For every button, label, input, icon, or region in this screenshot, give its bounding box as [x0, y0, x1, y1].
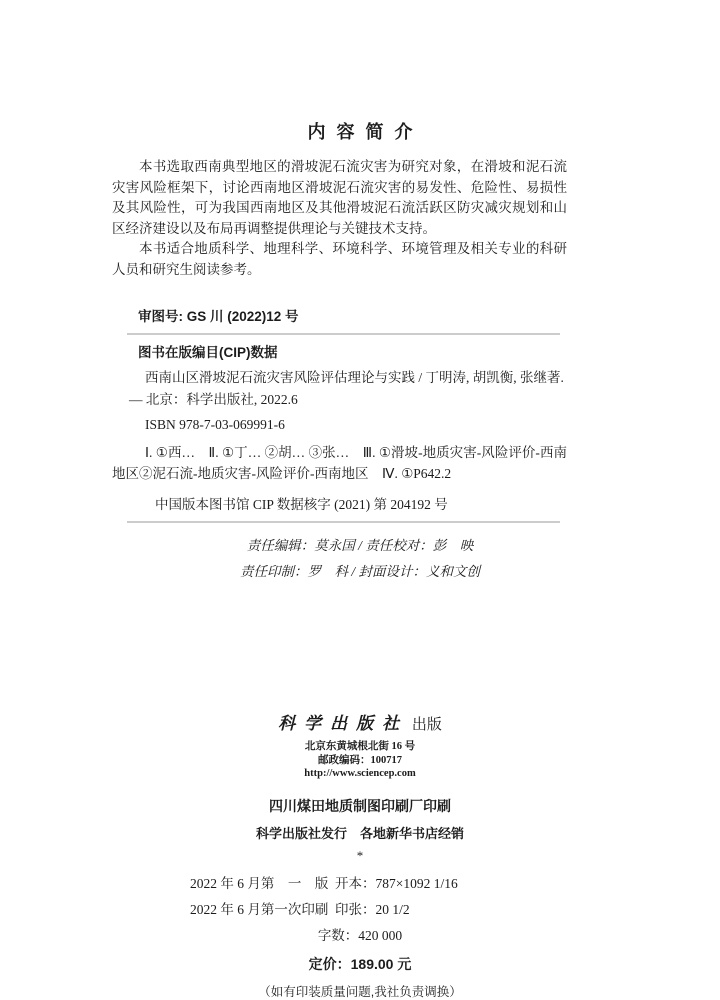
intro-paragraph-1: 本书选取西南典型地区的滑坡泥石流灾害为研究对象，在滑坡和泥石流灾害风险框架下，讨论西南地区滑坡泥石流灾害的易发性、危险性、易损性及其风险性，可为我国西南地区及其他滑坡泥石流活跃区防灾减灾规划和山区经济建设以及布局再调整提供理论与关键技术支持。: [112, 159, 567, 236]
cip-entry-publisher-line: — 北京：科学出版社, 2022.6: [129, 392, 298, 407]
sheets-text: 印张：20 1/2: [335, 901, 410, 917]
edition-text: 2022 年 6 月第 一 版: [190, 875, 329, 891]
press-contact-block: [0, 740, 720, 781]
science-press-logo: 科学出版社: [278, 714, 409, 733]
edition-row: [190, 872, 530, 889]
separator-asterisk: *: [356, 847, 364, 863]
content-summary-body: [112, 157, 567, 280]
staff-credits: [0, 533, 720, 585]
publisher-block: [0, 709, 720, 781]
press-logo-line: [0, 709, 720, 734]
price-line: 定价：189.00 元: [308, 955, 412, 972]
staff-printing-line: 责任印制：罗 科 / 封面设计：义和文创: [239, 564, 480, 579]
staff-editors-line: 责任编辑：莫永国 / 责任校对：彭 映: [246, 538, 474, 553]
press-url: http://www.sciencep.com: [304, 768, 416, 779]
printing-row: [190, 898, 530, 915]
format-text: 开本：787×1092 1/16: [335, 875, 458, 891]
printing-text: 2022 年 6 月第一次印刷: [190, 901, 329, 917]
publication-details: [0, 872, 720, 1000]
quality-note-line: （如有印装质量问题,我社负责调换）: [258, 984, 462, 999]
word-count-line: 字数：420 000: [317, 927, 403, 943]
cip-entry-title-line: 西南山区滑坡泥石流灾害风险评估理论与实践 / 丁明涛, 胡凯衡, 张继著.: [145, 370, 564, 385]
cip-classification: Ⅰ. ①西… Ⅱ. ①丁… ②胡… ③张… Ⅲ. ①滑坡-地质灾害-风险评价-西南地区②泥石流-地质灾害-风险评价-西南地区 Ⅳ. ①P642.2: [112, 445, 567, 481]
press-address: 北京东黄城根北街 16 号: [304, 741, 416, 752]
isbn-line: ISBN 978-7-03-069991-6: [145, 417, 285, 432]
intro-paragraph-2: 本书适合地质科学、地理科学、环境科学、环境管理及相关专业的科研人员和研究生阅读参考。: [112, 241, 567, 277]
cip-catalog-number: 中国版本图书馆 CIP 数据核字 (2021) 第 204192 号: [155, 497, 448, 512]
distribution-line: 科学出版社发行 各地新华书店经销: [255, 825, 464, 841]
map-approval-number: 审图号: GS 川 (2022)12 号: [138, 309, 299, 324]
print-distribution-block: [0, 796, 720, 864]
printer-line: 四川煤田地质制图印刷厂印刷: [269, 797, 451, 814]
cip-rule-top: [127, 333, 560, 335]
publish-suffix: 出版: [411, 717, 442, 733]
cip-block: [112, 307, 567, 523]
press-postal-code: 邮政编码：100717: [318, 754, 402, 766]
cip-data-heading: 图书在版编目(CIP)数据: [138, 345, 278, 360]
content-summary-title: 内容简介: [307, 122, 424, 142]
cip-rule-bottom: [127, 521, 560, 523]
